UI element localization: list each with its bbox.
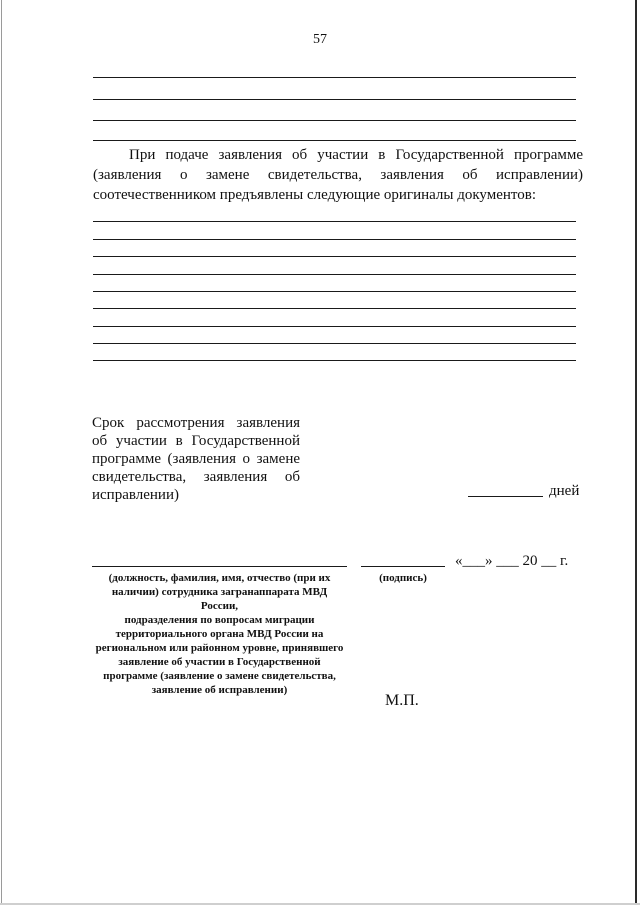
statement-line: (заявления о замене свидетельства, заявления об исправлении)	[93, 167, 583, 183]
employee-caption-line: региональном или районном уровне, принявшего	[95, 642, 344, 654]
blank-line	[93, 120, 576, 121]
stamp-place-label: М.П.	[385, 692, 419, 709]
employee-caption-line: наличии) сотрудника загранаппарата МВД России,	[111, 586, 328, 612]
days-unit-label: дней	[549, 483, 580, 499]
page-left-edge	[1, 0, 2, 905]
review-term-line: программе (заявления о замене	[92, 451, 300, 467]
page-number: 57	[313, 32, 327, 47]
blank-line	[93, 99, 576, 100]
documents-fill-line	[93, 360, 576, 361]
signature-caption: (подпись)	[379, 572, 427, 584]
review-term-line: свидетельства, заявления об	[92, 469, 300, 485]
documents-fill-line	[93, 308, 576, 309]
documents-fill-line	[93, 326, 576, 327]
review-term-line: исправлении)	[92, 487, 179, 503]
employee-caption	[92, 571, 347, 697]
employee-caption-line: (должность, фамилия, имя, отчество (при их	[108, 572, 331, 584]
days-count-field[interactable]	[468, 496, 543, 497]
statement-line: соотечественником предъявлены следующие оригиналы документов:	[93, 187, 537, 203]
review-term-line: Срок рассмотрения заявления	[92, 415, 300, 431]
documents-fill-line	[93, 256, 576, 257]
documents-statement	[93, 145, 583, 205]
page-right-edge	[635, 0, 637, 905]
statement-line: При подаче заявления об участии в Государственной программе	[129, 147, 583, 163]
employee-caption-line: территориального органа МВД России на	[115, 628, 324, 640]
employee-caption-line: подразделения по вопросам миграции	[124, 614, 315, 626]
employee-caption-line: программе (заявление о замене свидетельства,	[103, 670, 336, 682]
review-term-label	[92, 414, 300, 504]
employee-caption-line: заявление об участии в Государственной	[118, 656, 321, 668]
signature-field[interactable]	[361, 566, 445, 567]
documents-fill-line	[93, 239, 576, 240]
date-field[interactable]: «___» ___ 20 __ г.	[455, 553, 569, 569]
employee-name-field[interactable]	[92, 566, 347, 567]
documents-fill-line	[93, 274, 576, 275]
employee-caption-line: заявление об исправлении)	[151, 684, 288, 696]
documents-fill-line	[93, 291, 576, 292]
documents-fill-line	[93, 221, 576, 222]
blank-line	[93, 140, 576, 141]
review-term-line: об участии в Государственной	[92, 433, 300, 449]
blank-line	[93, 77, 576, 78]
documents-fill-line	[93, 343, 576, 344]
